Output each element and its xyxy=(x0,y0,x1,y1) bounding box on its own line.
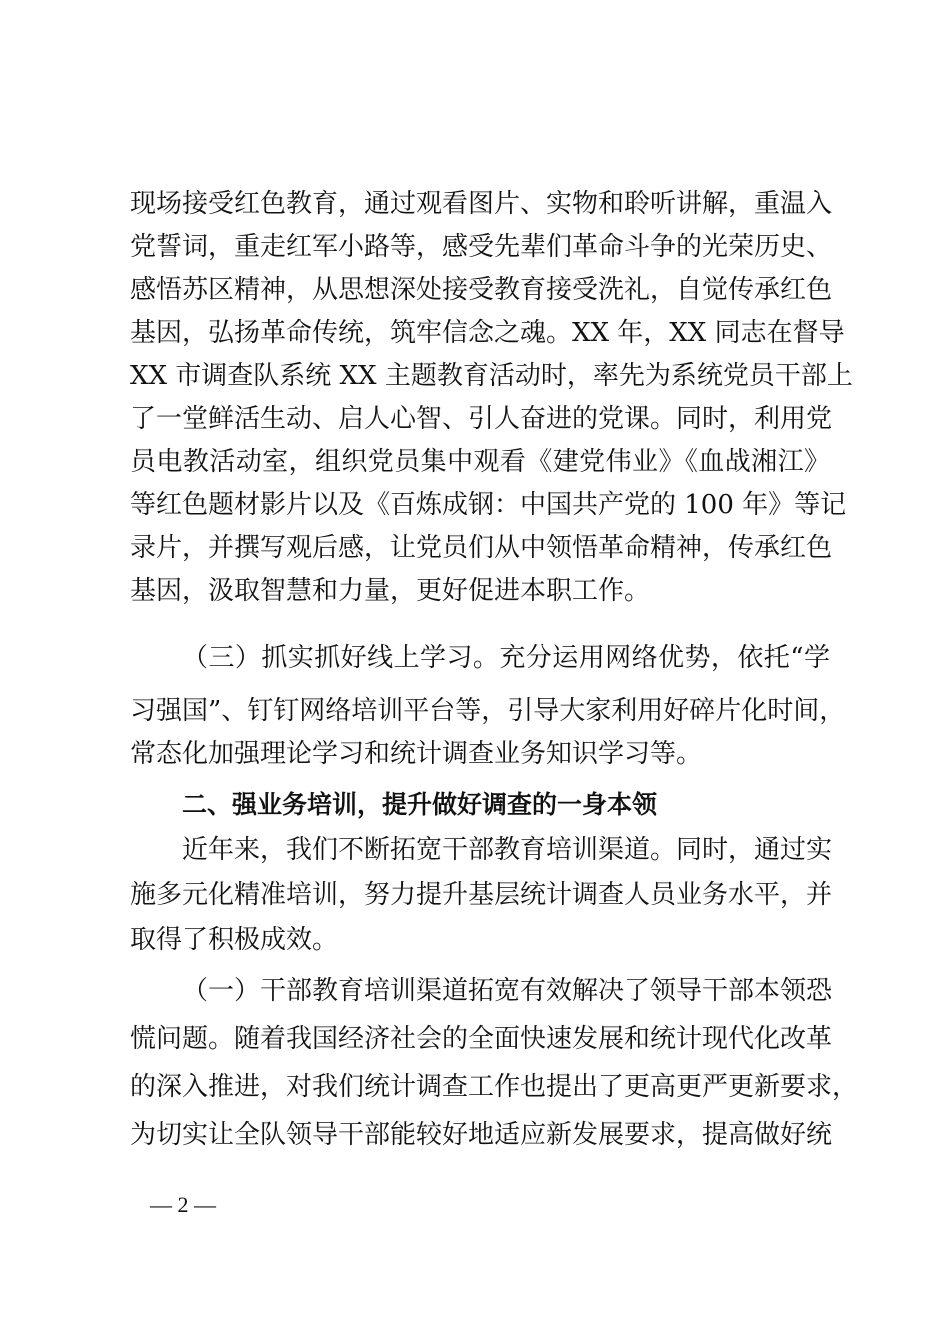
paragraph-line: 感悟苏区精神，从思想深处接受教育接受洗礼，自觉传承红色 xyxy=(130,275,833,305)
paragraph-line: 党誓词，重走红军小路等，感受先辈们革命斗争的光荣历史、 xyxy=(130,232,833,262)
paragraph-line: （一）干部教育培训渠道拓宽有效解决了领导干部本领恐 xyxy=(182,976,833,1006)
page-number: — 2 — xyxy=(150,1192,216,1217)
paragraph-line: 员电教活动室，组织党员集中观看《建党伟业》《血战湘江》 xyxy=(130,447,830,477)
paragraph-line: 了一堂鲜活生动、启人心智、引人奋进的党课。同时，利用党 xyxy=(130,404,833,434)
paragraph-line: XX 市调查队系统 XX 主题教育活动时，率先为系统党员干部上 xyxy=(130,361,853,391)
paragraph-line: 为切实让全队领导干部能较好地适应新发展要求，提高做好统 xyxy=(130,1120,833,1150)
paragraph-line: 的深入推进，对我们统计调查工作也提出了更高更严更新要求， xyxy=(130,1072,859,1102)
paragraph-line: 基因，弘扬革命传统，筑牢信念之魂。XX 年，XX 同志在督导 xyxy=(130,318,845,348)
paragraph-line: 录片，并撰写观后感，让党员们从中领悟革命精神，传承红色 xyxy=(130,533,833,563)
paragraph-line: 施多元化精准培训，努力提升基层统计调查人员业务水平，并 xyxy=(130,880,833,910)
paragraph-line: 基因，汲取智慧和力量，更好促进本职工作。 xyxy=(130,576,651,606)
paragraph-line: 取得了积极成效。 xyxy=(130,925,339,955)
paragraph-line: （三）抓实抓好线上学习。充分运用网络优势，依托“学 xyxy=(182,643,830,673)
paragraph-line: 习强国”、钉钉网络培训平台等，引导大家利用好碎片化时间， xyxy=(130,696,846,726)
paragraph-line: 近年来，我们不断拓宽干部教育培训渠道。同时，通过实 xyxy=(182,835,833,865)
paragraph-line: 常态化加强理论学习和统计调查业务知识学习等。 xyxy=(130,739,703,769)
paragraph-line: 等红色题材影片以及《百炼成钢：中国共产党的 100 年》等记 xyxy=(130,490,847,520)
paragraph-line: 现场接受红色教育，通过观看图片、实物和聆听讲解，重温入 xyxy=(130,189,833,219)
paragraph-line: 慌问题。随着我国经济社会的全面快速发展和统计现代化改革 xyxy=(130,1024,833,1054)
section-heading: 二、强业务培训，提升做好调查的一身本领 xyxy=(182,790,658,819)
